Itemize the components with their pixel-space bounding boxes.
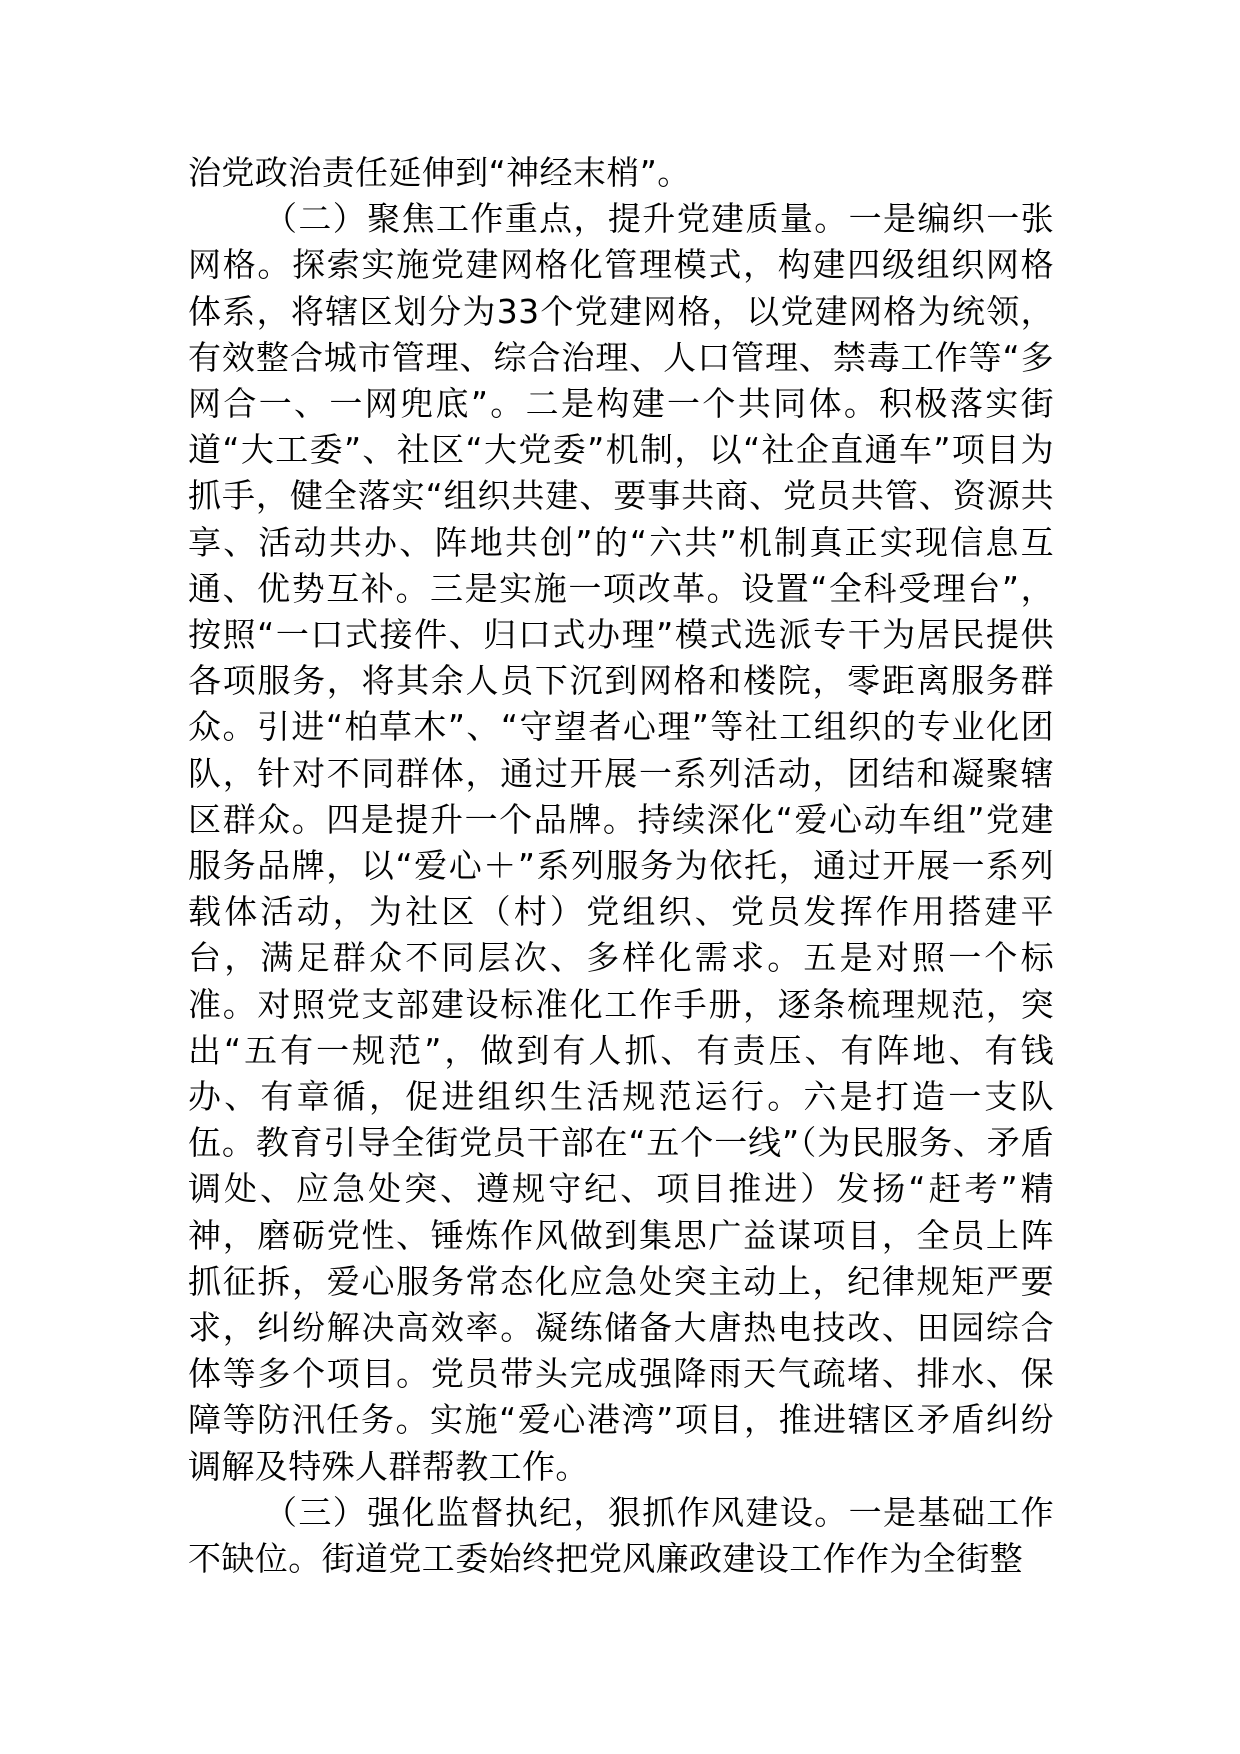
paragraph-continuation: 治党政治责任延伸到“神经末梢”。 — [188, 153, 691, 192]
paragraph-section-3: （三）强化监督执纪，狠抓作风建设。一是基础工作不缺位。街道党工委始终把党风廉政建设工作作为全街整 — [188, 1492, 1054, 1579]
document-body — [188, 150, 1054, 1582]
paragraph-section-2: （二）聚焦工作重点，提升党建质量。一是编织一张网格。探索实施党建网格化管理模式，构建四级组织网格体系，将辖区划分为33个党建网格，以党建网格为统领，有效整合城市管理、综合治理、人口管理、禁毒工作等“多网合一、一网兜底”。二是构建一个共同体。积极落实街道“大工委”、社区“大党委”机制，以“社企直通车”项目为抓手，健全落实“组织共建、要事共商、党员共管、资源共享、活动共办、阵地共创”的“六共”机制真正实现信息互通、优势互补。三是实施一项改革。设置“全科受理台”，按照“一口式接件、归口式办理”模式选派专干为居民提供各项服务，将其余人员下沉到网格和楼院，零距离服务群众。引进“柏草木”、“守望者心理”等社工组织的专业化团队，针对不同群体，通过开展一系列活动，团结和凝聚辖区群众。四是提升一个品牌。持续深化“爱心动车组”党建服务品牌，以“爱心＋”系列服务为依托，通过开展一系列载体活动，为社区（村）党组织、党员发挥作用搭建平台，满足群众不同层次、多样化需求。五是对照一个标准。对照党支部建设标准化工作手册，逐条梳理规范，突出“五有一规范”，做到有人抓、有责压、有阵地、有钱办、有章循，促进组织生活规范运行。六是打造一支队伍。教育引导全街党员干部在“五个一线”（为民服务、矛盾调处、应急处突、遵规守纪、项目推进）发扬“赶考”精神，磨砺党性、锤炼作风做到集思广益谋项目，全员上阵抓征拆，爱心服务常态化应急处突主动上，纪律规矩严要求，纠纷解决高效率。凝练储备大唐热电技改、田园综合体等多个项目。党员带头完成强降雨天气疏堵、排水、保障等防汛任务。实施“爱心港湾”项目，推进辖区矛盾纠纷调解及特殊人群帮教工作。 — [188, 199, 1054, 1486]
